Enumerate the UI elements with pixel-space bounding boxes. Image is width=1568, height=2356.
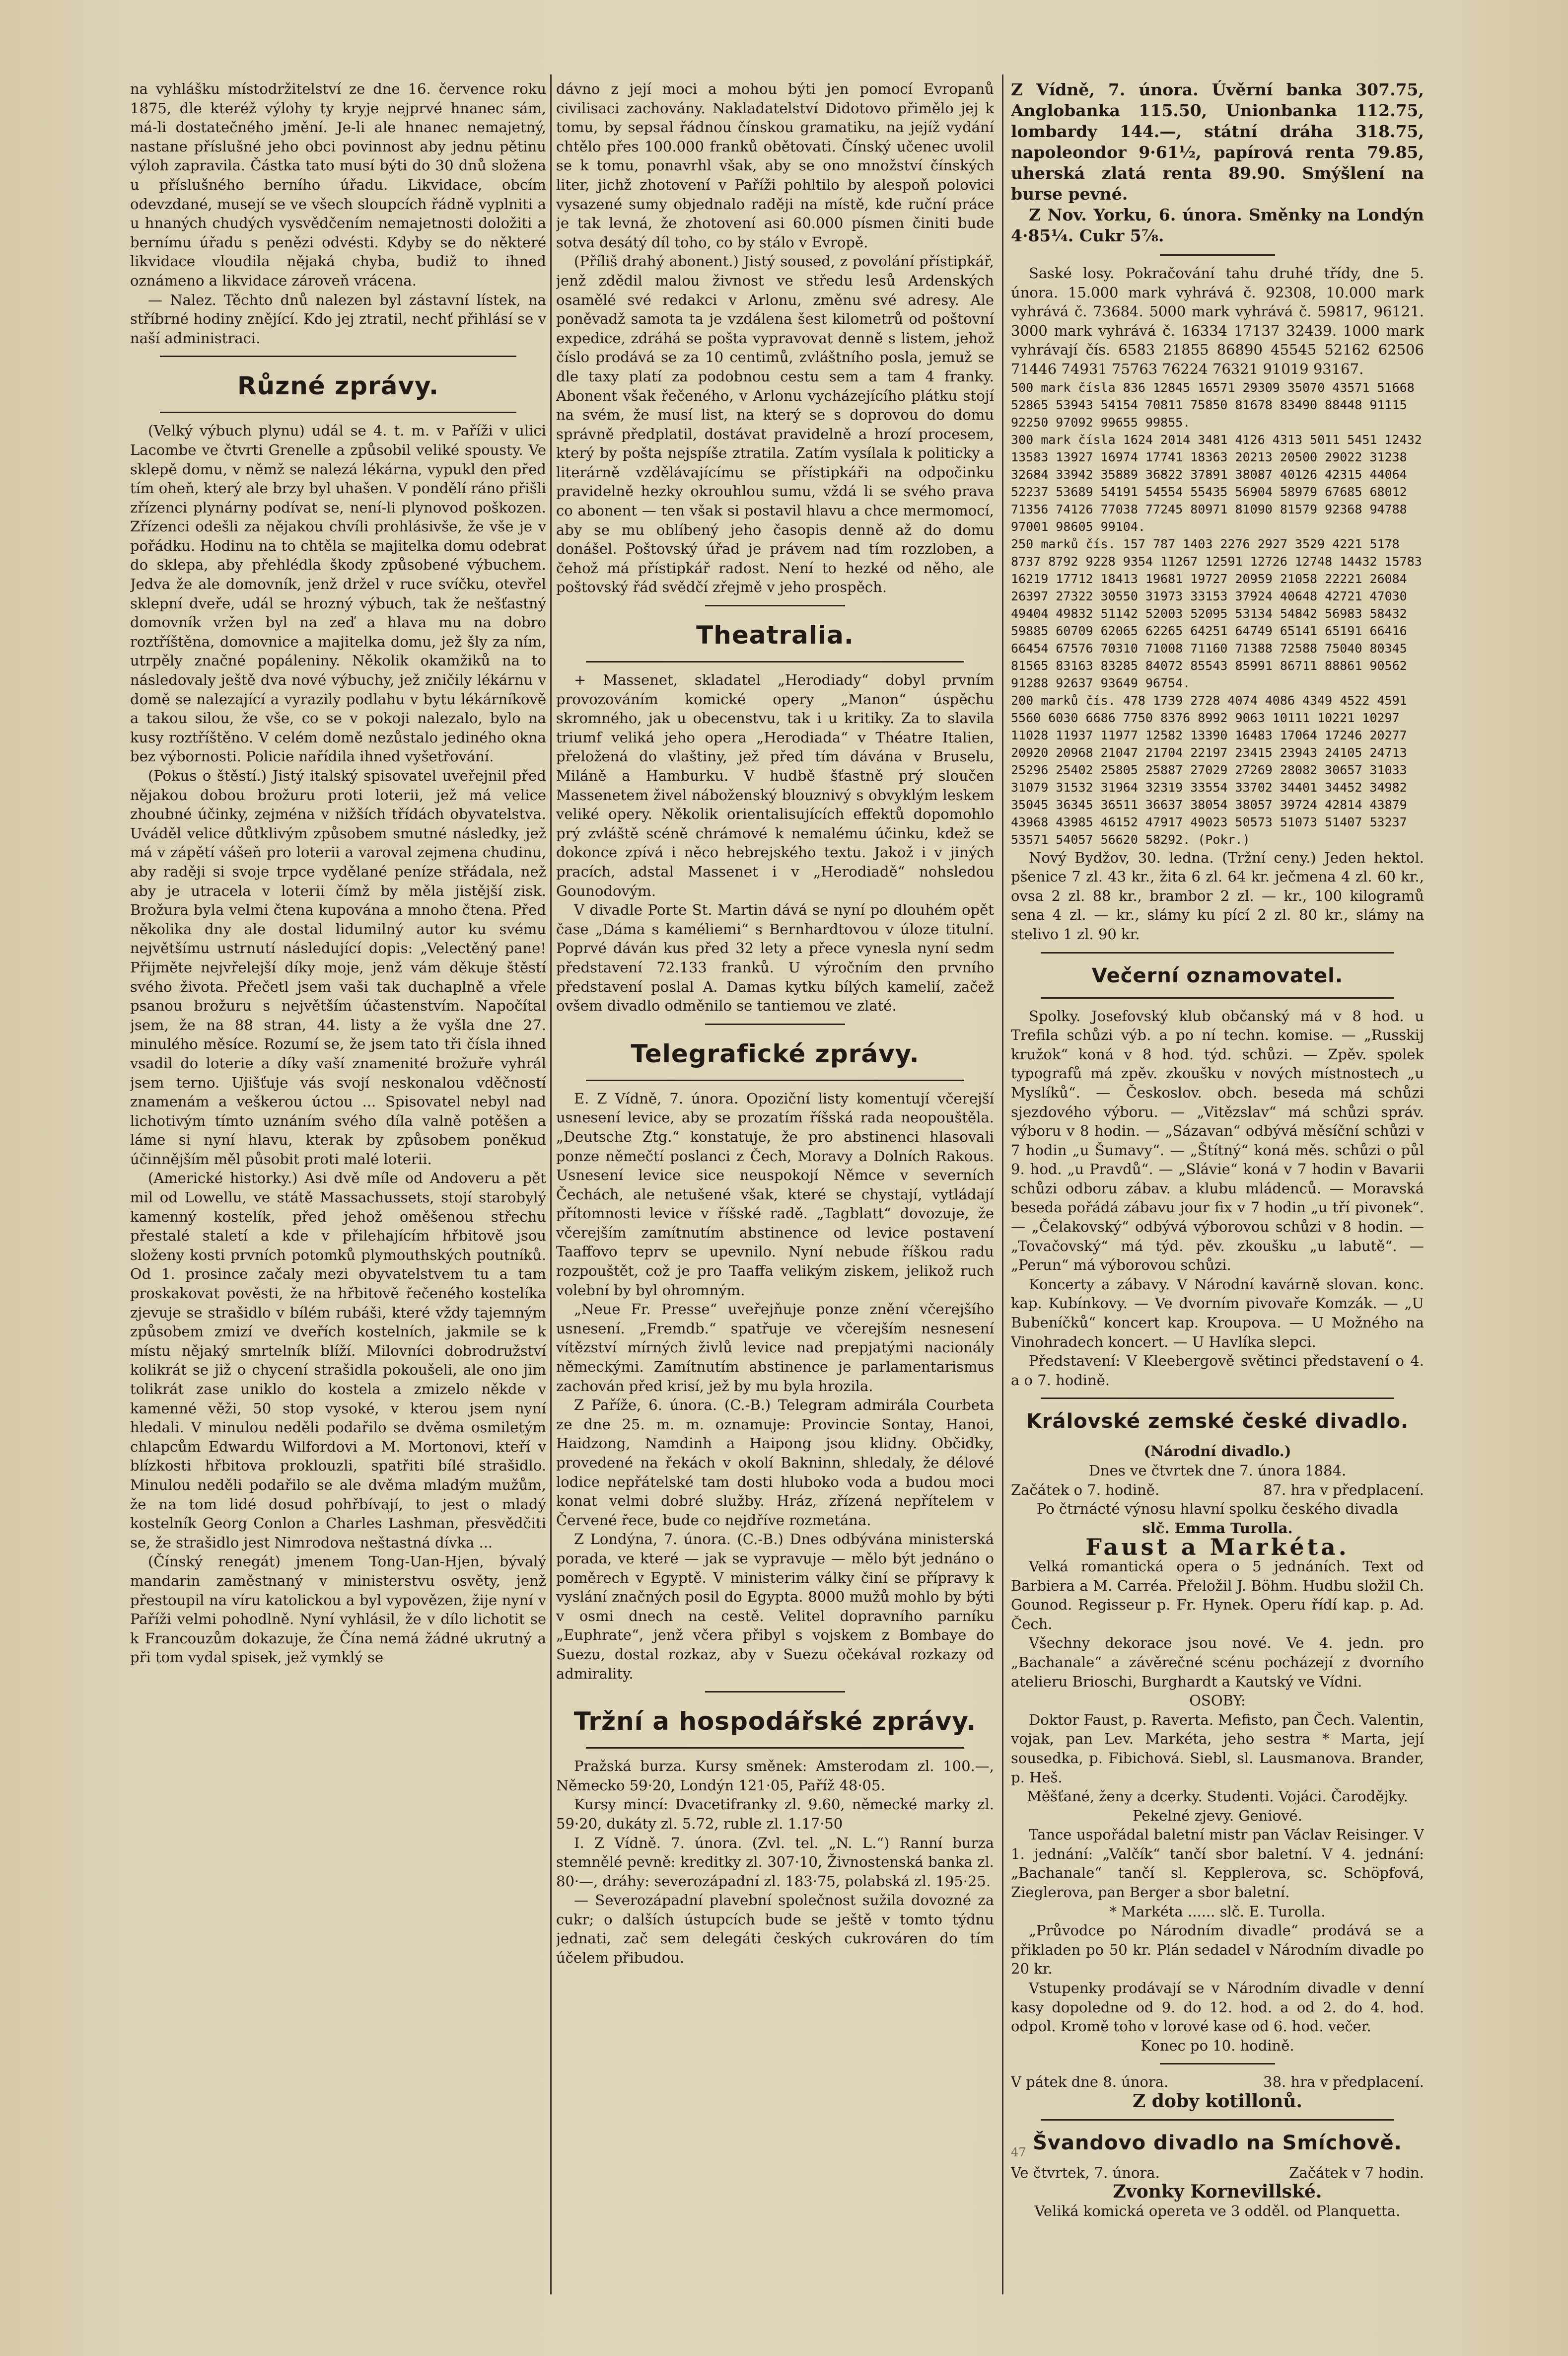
next-date: V pátek dne 8. února. (1011, 2073, 1169, 2091)
lottery-numbers: 300 mark čísla 1624 2014 3481 4126 4313 5011 5451 12432 13583 13927 16974 17741 18363 20213 20500 29022 31238 32684 33942 35889 36822 37891 38087 40126 42315 44064 52237 53689 54191 54554 55435 56904 58979 67685 68012 71356 74126 77038 77245 80971 81090 81579 92368 94788 97001 98605 99104. (1011, 432, 1422, 534)
paragraph: I. Z Vídně. 7. února. (Zvl. tel. „N. L.“) Ranní burza stemnělé pevně: kreditky zl. 307·10, Živnostenská banka zl. 80·—, dráhy: severozápadní zl. 183·75, polabská zl. 195·25. (556, 1834, 994, 1890)
paragraph: V divadle Porte St. Martin dává se nyní po dlouhém opět čase „Dáma s kaméliemi“ s Bernhardtovou v úloze titulní. Poprvé dáván kus před 32 lety a přece vynesla nyní sedm představení 72.133 franků. U výročním den prvního představení poslal A. Damas kytku bílých kamelií, začež ovšem divadlo odměnilo se tantiemou ve zlaté. (556, 901, 994, 1015)
separator (1160, 2063, 1275, 2064)
separator (1041, 1398, 1394, 1399)
paragraph: „Průvodce po Národním divadle“ prodává se a přikladen po 50 kr. Plán sedadel v Národním divadle po 20 kr. (1011, 1922, 1424, 1978)
page-number: 47 (1011, 2145, 1026, 2159)
paragraph: Všechny dekorace jsou nové. Ve 4. jedn. pro „Bachanale“ a závěrečné scénu pocházejí z dvorního atelieru Brioschi, Burghardt a Kautský ve Vídni. (1011, 1634, 1424, 1690)
separator (586, 661, 964, 663)
svandovo-title: Zvonky Kornevillské. (1113, 2181, 1322, 2203)
paragraph: (Příliš drahý abonent.) Jistý soused, z povolání přístipkář, jenž zdědil malou živnost ve středu lesů Ardenských osamělé své redakci v Arlonu, změnu své adresy. Ale poněvadž samota ta je vzdálena šest kilometrů od poštovní expedice, zdráhá se pošta vypravovat denně s listem, jehož číslo prodává se za 10 centimů, zvláštního posla, jemuž se dle taxy platí za podobnou cestu sem a tam 4 franky. Abonent však řečeného, v Arlonu vycházejícího plátku stojí na svém, že musí list, na který se s doprovou do domu správně předplatil, dostávat pravidelně a hrozí procesem, který by pošta nejspíše ztratila. Zatím vysílala k politicky a literárně vzdělávajícímu se přístipkáři na odpočinku pravidelně hezky okrouhlou sumu, vždá li se svého prava co abonent — ten však si postavil hlavu a chce mermomocí, aby se mu oblíbený jeho časopis denně až do domu donášel. Poštovský úřad je právem nad tím rozzloben, a čehož má přístipkář radost. Není to hezké od něho, ale poštovský řád svědčí zřejmě v jeho prospěch. (556, 253, 994, 596)
svandovo-date: Ve čtvrtek, 7. února. (1011, 2164, 1160, 2181)
paragraph: Tance uspořádal baletní mistr pan Václav Reisinger. V 1. jednání: „Valčík“ tančí sbor baletní. V 4. jednání: „Bachanale“ tančí sl. Kepplerova, sc. Schöpfová, Zieglerova, pan Berger a sbor baletní. (1011, 1826, 1424, 1901)
paragraph: Kursy mincí: Dvacetifranky zl. 9.60, německé marky zl. 59·20, dukáty zl. 5.72, ruble zl. 1.17·50 (556, 1796, 994, 1832)
paragraph: Koncerty a zábavy. V Národní kavárně slovan. konc. kap. Kubínkovy. — Ve dvorním pivovaře Komzák. — „U Bubeníčků“ koncert kap. Kroupova. — U Možného na Vinohradech koncert. — U Havlíka slepci. (1011, 1275, 1424, 1350)
paragraph: (Pokus o štěstí.) Jistý italský spisovatel uveřejnil před nějakou dobou brožuru proti loterii, jež má velice zhoubné účinky, zejména v nižších třídách obyvatelstva. Uváděl velice důtklivým způsobem smutné následky, jež má v zápětí vášeň pro loterii a varoval zejmena chudinu, aby raději si svoje trpce vydělané peníze střádala, než aby je utracela v loterii čímž by měla jistější zisk. Brožura byla velmi čtena kupována a mnoho čtena. Před několika dny ale dostal lidumilný autor ku svému největšímu ustrnutí následující dopis: „Velectěný pane! Přijměte nejvřelejší díky moje, jenž vám děkuje štěstí svého života. Přečetl jsem vaši tak duchaplně a vřele psanou brožuru s největším účastenstvím. Napočítal jsem, že na 88 stran, 44. listy a že vyšla dne 27. minulého měsíce. Rozumí se, že jsem tato tři čísla ihned vsadil do loterie a díky vaší znamenité brožuře vyhrál jsem terno. Ujišťuje vás svojí neskonalou vděčností znamenám a veškerou úctou ... Spisovatel nebyl nad lichotivým tímto uznáním svého díla valně potěšen a láme si nyní hlavu, kterak by způsobem poněkud účinnějším měl působit proti malé loterii. (130, 767, 546, 1168)
paragraph: — Severozápadní plavební společnost sužila dovozné za cukr; o dalších ústupcích bude se ještě v tomto týdnu jednati, zač sem delegáti českých cukrováren do tím účelem přibudou. (556, 1892, 994, 1967)
separator (1160, 254, 1275, 256)
separator (705, 605, 845, 606)
separator (160, 412, 516, 413)
paragraph: Spolky. Josefovský klub občanský má v 8 hod. u Trefila schůzi výb. a po ní techn. komise. — „Russkij kružok“ koná v 8 hod. týd. schůzi. — Zpěv. spolek typografů má zpěv. zkoušku v nových místnostech „u Myslíků“. — Českoslov. obch. beseda má schůzi sjezdového výboru. — „Vitězslav“ má schůzi správ. výboru v 8 hodin. — „Sázavan“ odbývá měsíční schůzi v 7 hodin „u Šumavy“. — „Štítný“ koná měs. schůzi o půl 9. hod. „u Pravdů“. — „Slávie“ koná v 7 hodin v Bavarii schůzi odboru zábav. a klubu mládenců. — Moravská beseda pořádá zábavu jour fix v 7 hodin „u tří pivonek“. — „Čelakovský“ odbývá výborovou schůzi v 8 hodin. — „Tovačovský“ má týd. pěv. zkoušku „u labutě“. — „Perun“ má výborovou schůzi. (1011, 1007, 1424, 1274)
paragraph: Z Vídně, 7. února. Úvěrní banka 307.75, Anglobanka 115.50, Unionbanka 112.75, lombardy 144.—, státní dráha 318.75, napoleondor 9·61½, papírová renta 79.85, uherská zlatá renta 89.90. Smýšlení na burse pevné. (1011, 80, 1424, 204)
paragraph: Velká romantická opera o 5 jednáních. Text od Barbiera a M. Carréa. Přeložil J. Böhm. Hudbu složil Ch. Gounod. Regisseur p. Fr. Hynek. Operu řídí kap. p. Ad. Čech. (1011, 1557, 1424, 1632)
paragraph: * Markéta ...... slč. E. Turolla. (1109, 1903, 1326, 1920)
start-time: Začátek o 7. hodině. (1011, 1481, 1160, 1498)
paragraph: „Neue Fr. Presse“ uveřejňuje ponze znění včerejšího usnesení. „Fremdb.“ spatřuje ve včerejším nesnesení vítězství mírných živlů levice nad prepjatými nacionály německými. Zamítnutím abstinence je parlamentarismus zachován před krisí, jež by mu byla hrozila. (556, 1301, 994, 1395)
section-heading: Theatralia. (696, 621, 854, 650)
next-subscription: 38. hra v předplacení. (1263, 2073, 1424, 2091)
section-heading: Tržní a hospodářské zprávy. (573, 1707, 977, 1736)
paragraph: na vyhlášku místodržitelství ze dne 16. července roku 1875, dle kteréž výlohy ty kryje nejprvé hnanec sám, má-li dostatečného jmění. Je-li ale hnanec nemajetný, nastane příslušné jeho obci povinnost aby jednu pětinu výloh zapravila. Částka tato musí býti do 30 dnů složena u příslušného berního úřadu. Likvidace, obcím odevzdané, musejí se ve všech sloupcích řádně vyplniti a u hnaných chudých vysvědčením nemajetnosti doložiti a bernímu úřadu s penězi odvésti. Kdyby se do některé likvidace vloudila nějaká chyba, budiž to ihned oznámeno a likvidace zároveň vrácena. (130, 80, 546, 289)
star-name: slč. Emma Turolla. (1142, 1519, 1293, 1537)
separator (586, 1747, 964, 1749)
separator (586, 1080, 964, 1081)
section-heading: Švandovo divadlo na Smíchově. (1033, 2131, 1402, 2154)
column-left (130, 79, 546, 2294)
section-heading: Večerní oznamovatel. (1091, 964, 1344, 987)
paragraph: Měšťané, ženy a dcerky. Studenti. Vojáci. Čarodějky. Pekelné zjevy. Geniové. (1027, 1788, 1408, 1824)
subscription-note: 87. hra v předplacení. (1263, 1481, 1424, 1498)
paragraph: Z Londýna, 7. února. (C.-B.) Dnes odbývána ministerská porada, ve které — jak se vypravuje — mělo být jednáno o poměrech v Egyptě. V ministerim války činí se přípravy k vyslání značných posil do Egypta. 8000 mužů mohlo by býti v osmi dnech na cestě. Velitel dopravního parníku „Euphrate“, jenž včera přibyl s vojskem z Bombaye do Suezu, dostal rozkaz, aby v Suezu očekával rozkazy od admirality. (556, 1531, 994, 1682)
paragraph: Doktor Faust, p. Raverta. Mefisto, pan Čech. Valentin, vojak, pan Lev. Markéta, jeho sestra * Marta, její sousedka, p. Fibichová. Siebl, sl. Lausmanova. Brander, p. Heš. (1011, 1711, 1424, 1786)
lottery-numbers: 250 marků čís. 157 787 1403 2276 2927 3529 4221 5178 8737 8792 9228 9354 11267 12591 12726 12748 14432 15783 16219 17712 18413 19681 19727 20959 21058 22221 26084 26397 27322 30550 31973 33153 37924 40648 42721 47030 49404 49832 51142 52003 52095 53134 54842 56983 58432 59885 60709 62065 62265 64251 64749 65141 65191 66416 66454 67576 70310 71008 71160 71388 72588 75040 80345 81565 83163 83285 84072 85543 85991 86711 88861 90562 91288 92637 93649 96754. (1011, 536, 1422, 690)
paragraph: E. Z Vídně, 7. února. Opoziční listy komentují včerejší usnesení levice, aby se prozatím říšská rada neopouštěla. „Deutsche Ztg.“ konstatuje, že pro abstinenci hlasovali ponze němečtí poslanci z Čech, Moravy a Dolních Rakous. Usnesení levice sice neuspokojí Němce v severních Čechách, ale netušené však, které se chystají, vytládají přítomnosti levice v říšské radě. „Tagblatt“ dovozuje, že včerejším zamítnutím abstinence od levice postavení Taaffovo teprv se upevnilo. Nyní nebude říškou radu rozpouštět, což je pro Taaffa velikým ziskem, jelikož ruch volební by byl ohromným. (556, 1090, 994, 1299)
paragraph: Z Paříže, 6. února. (C.-B.) Telegram admirála Courbeta ze dne 25. m. m. oznamuje: Provincie Sontay, Hanoi, Haidzong, Namdinh a Haipong jsou klidny. Občidky, provedené na řekách v okolí Bakninn, shledaly, že délové lodice nepřátelské tam dosti hluboko voda a budou moci konat velmi dobré služby. Hráz, zřízená nepřítelem v Červené řece, bude co nejdříve rozmetána. (556, 1397, 994, 1529)
paragraph: (Americké historky.) Asi dvě míle od Andoveru a pět mil od Lowellu, ve státě Massachussets, stojí starobylý kamenný kostelík, před jehož oměšenou střechu přestalé staletí a kde v přilehajícím hřbitově jsou složeny kosti prvních potomků plymouthských poutníků. Od 1. prosince začaly mezi obyvatelstvem tu a tam proskakovat pověsti, že na hřbitově řečeného kostelíka zjevuje se strašidlo v bílém rubáši, které vždy tajemným způsobem zmizí ve dveřích kostelních, jakmile se k místu nějaký smrtelník blíží. Milovníci dobrodružství kolikrát se již o chycení strašidla pokoušeli, ale ono jim tolikrát zase uniklo do kostela a zmizelo někde v kamenné věži, 50 stop vysoké, v kterou jsem nyní hledali. V minulou neděli podařilo se dvěma osmiletým chlapcům Edwardu Wilfordovi a M. Mortonovi, kteří v blízkosti hřbitova proklouzli, spatřiti bílé strašidlo. Minulou neděli podařilo se ale dvěma mladým mužům, že na tom lidé dosud pohřbívají, to jest o mladý kostelník Georg Conlon a Charles Lashman, přesvědčiti se, že strašidlo jest Nimrodova neštastná dívka ... (130, 1170, 546, 1551)
benefit-line: Po čtrnácté výnosu hlavní spolku českého divadla (1036, 1500, 1399, 1518)
section-heading: Královské zemské české divadlo. (1026, 1410, 1409, 1433)
section-heading: Různé zprávy. (237, 371, 439, 401)
paragraph: — Nalez. Těchto dnů nalezen byl zástavní lístek, na stříbrné hodiny znějící. Kdo jej ztratil, nechť přihlásí se v naší administraci. (130, 291, 546, 347)
end-time: Konec po 10. hodině. (1140, 2037, 1294, 2054)
paragraph: Představení: V Kleebergově světinci představení o 4. a o 7. hodině. (1011, 1352, 1424, 1389)
separator (705, 1691, 845, 1693)
cast-heading: OSOBY: (1189, 1692, 1246, 1709)
separator (705, 1024, 845, 1025)
paragraph: Vstupenky prodávají se v Národním divadle v denní kasy dopoledne od 9. do 12. hod. a od 2. do 4. hod. odpol. Kromě toho v lorové kase od 6. hod. večer. (1011, 1980, 1424, 2035)
date-line: Dnes ve čtvrtek dne 7. února 1884. (1088, 1462, 1347, 1479)
paragraph: + Massenet, skladatel „Herodiady“ dobyl prvním provozováním komické opery „Manon“ úspěchu skromného, jak u obecenstvu, tak i u kritiky. Za to slavila triumf veliká jeho opera „Herodiada“ v Théatre Italien, přeložená do vlaštiny, jež před tím dávána v Bruselu, Miláně a Hamburku. V hudbě šťastně prý sloučen Massenetem živel náboženský blouznivý s obvyklým leskem veliké opery. Několik orientalisujících effektů dopomohlo prý zvláště scéně chrámové k nemalému účinku, kdež se dokonce zpívá i něco hebrejského textu. Jakož i v jiných pracích, adstal Massenet i v „Herodiadě“ nohsledou Gounodovým. (556, 671, 994, 899)
separator (1041, 952, 1394, 954)
lottery-numbers: 200 marků čís. 478 1739 2728 4074 4086 4349 4522 4591 5560 6030 6686 7750 8376 8992 9063 10111 10221 10297 11028 11937 11977 12582 13390 16483 17064 17246 20277 20920 20968 21047 21704 22197 23415 23943 24105 24713 25296 25402 25805 25887 27029 27269 28082 30657 31033 31079 31532 31964 32319 33554 33702 34401 34452 34982 35045 36345 36511 36637 38054 38057 39724 42814 43879 43968 43985 46152 47917 49023 50573 51073 51407 53237 53571 54057 56620 58292. (Pokr.) (1011, 693, 1407, 847)
next-title: Z doby kotillonů. (1132, 2091, 1303, 2112)
paragraph: Saské losy. Pokračování tahu druhé třídy, dne 5. února. 15.000 mark vyhrává č. 92308, 10.000 mark vyhrává č. 73684. 5000 mark vyhrává č. 59817, 96121. 3000 mark vyhrává č. 16334 17137 32439. 1000 mark vyhrávají čís. 6583 21855 86890 45545 52162 62506 71446 74931 75763 76224 76321 91019 93167. (1011, 265, 1424, 377)
paragraph: (Čínský renegát) jmenem Tong-Uan-Hjen, bývalý mandarin zaměstnaný v ministerstvu osvěty, jenž přestoupil na víru katolickou a byl vypovězen, žije nyní v Paříži velmi pohodlně. Nyní vyhlásil, že v dílo lichotit se k Francouzům dokazuje, že Čína nemá žádné ukrutný a při tom vydal spisek, jež vymklý se (130, 1553, 546, 1666)
paragraph: Nový Bydžov, 30. ledna. (Tržní ceny.) Jeden hektol. pšenice 7 zl. 43 kr., žita 6 zl. 64 kr. ječmena 4 zl. 60 kr., ovsa 2 zl. 88 kr., brambor 2 zl. — kr., 100 kilogramů sena 4 zl. — kr., slámy ku pící 2 zl. 80 kr., slámy na stelivo 1 zl. 90 kr. (1011, 849, 1424, 943)
svandovo-date-line (1011, 2163, 1424, 2183)
lottery-numbers: 500 mark čísla 836 12845 16571 29309 35070 43571 51668 52865 53943 54154 70811 75850 81678 83490 88448 91115 92250 97092 99655 99855. (1011, 380, 1415, 430)
next-show-line (1011, 2072, 1424, 2092)
paragraph: dávno z její moci a mohou býti jen pomocí Evropanů civilisaci zachovány. Nakladatelství Didotovo přimělo jej k tomu, by sepsal řádnou čínskou gramatiku, na jejíž vydání chtělo přes 100.000 franků obětovati. Čínský učenec uvolil se k tomu, ponavrhl však, aby se ono množství čínských liter, jichž zhotovení v Paříži pohltilo by alespoň polovici vysazené sumy objednalo raději na místě, kde ruční práce je tak levná, že zhotovení asi 60.000 písmen činiti bude sotva desátý díl toho, co by stálo v Evropě. (556, 80, 994, 251)
column-rule (1002, 74, 1003, 2294)
paragraph: Z Nov. Yorku, 6. února. Směnky na Londýn 4·85¼. Cukr 5⅞. (1011, 205, 1424, 245)
paragraph: Pražská burza. Kursy směnek: Amsterodam zl. 100.—, Německo 59·20, Londýn 121·05, Paříž 48·05. (556, 1758, 994, 1794)
start-line (1011, 1480, 1424, 1500)
column-middle (556, 79, 994, 2294)
svandovo-desc: Veliká komická opereta ve 3 odděl. od Planquetta. (1034, 2202, 1401, 2219)
paragraph: (Velký výbuch plynu) udál se 4. t. m. v Paříži v ulici Lacombe ve čtvrti Grenelle a způsobil veliké spousty. Ve sklepě domu, v němž se nalezá lékárna, vypukl den před tím oheň, který ale brzy byl uhašen. V pondělí ráno přišli zřízenci plynárny podívat se, není-li plynovod poškozen. Zřízenci odešli za nějakou chvíli prohlásivše, že vše je v pořádku. Hodinu na to chtěla se majitelka domu odebrat do sklepa, aby přehlédla škody způsobené výbuchem. Jedva že ale domovník, jenž držel v ruce svíčku, otevřel sklepní dveře, udál se hrozný výbuch, tak že nešťastný domovník vržen byl na zeď a hlava mu na dobro roztříštěna, domovnice a majitelka domu, jež šly za ním, utrpěly značné popáleniny. Několik okamžiků na to následovaly ještě dva nové výbuchy, jež zničily lékárnu v domě se nalezající a vyrazily podlahu v bytu lékárníkově a takou silou, že vše, co se v pokoji nalezalo, bylo na kusy roztříštěno. V celém domě nezůstalo jediného okna bez výbornosti. Policie nařídila ihned vyšetřování. (130, 422, 546, 765)
column-right (1011, 79, 1424, 2294)
svandovo-start: Začátek v 7 hodin. (1289, 2164, 1424, 2181)
separator (160, 356, 516, 357)
column-rule (550, 74, 552, 2294)
subheading: (Národní divadlo.) (1143, 1443, 1291, 1460)
separator (1041, 997, 1394, 999)
separator (1041, 2119, 1394, 2121)
section-heading: Telegrafické zprávy. (631, 1039, 920, 1068)
play-title: Faust a Markéta. (1085, 1534, 1350, 1561)
